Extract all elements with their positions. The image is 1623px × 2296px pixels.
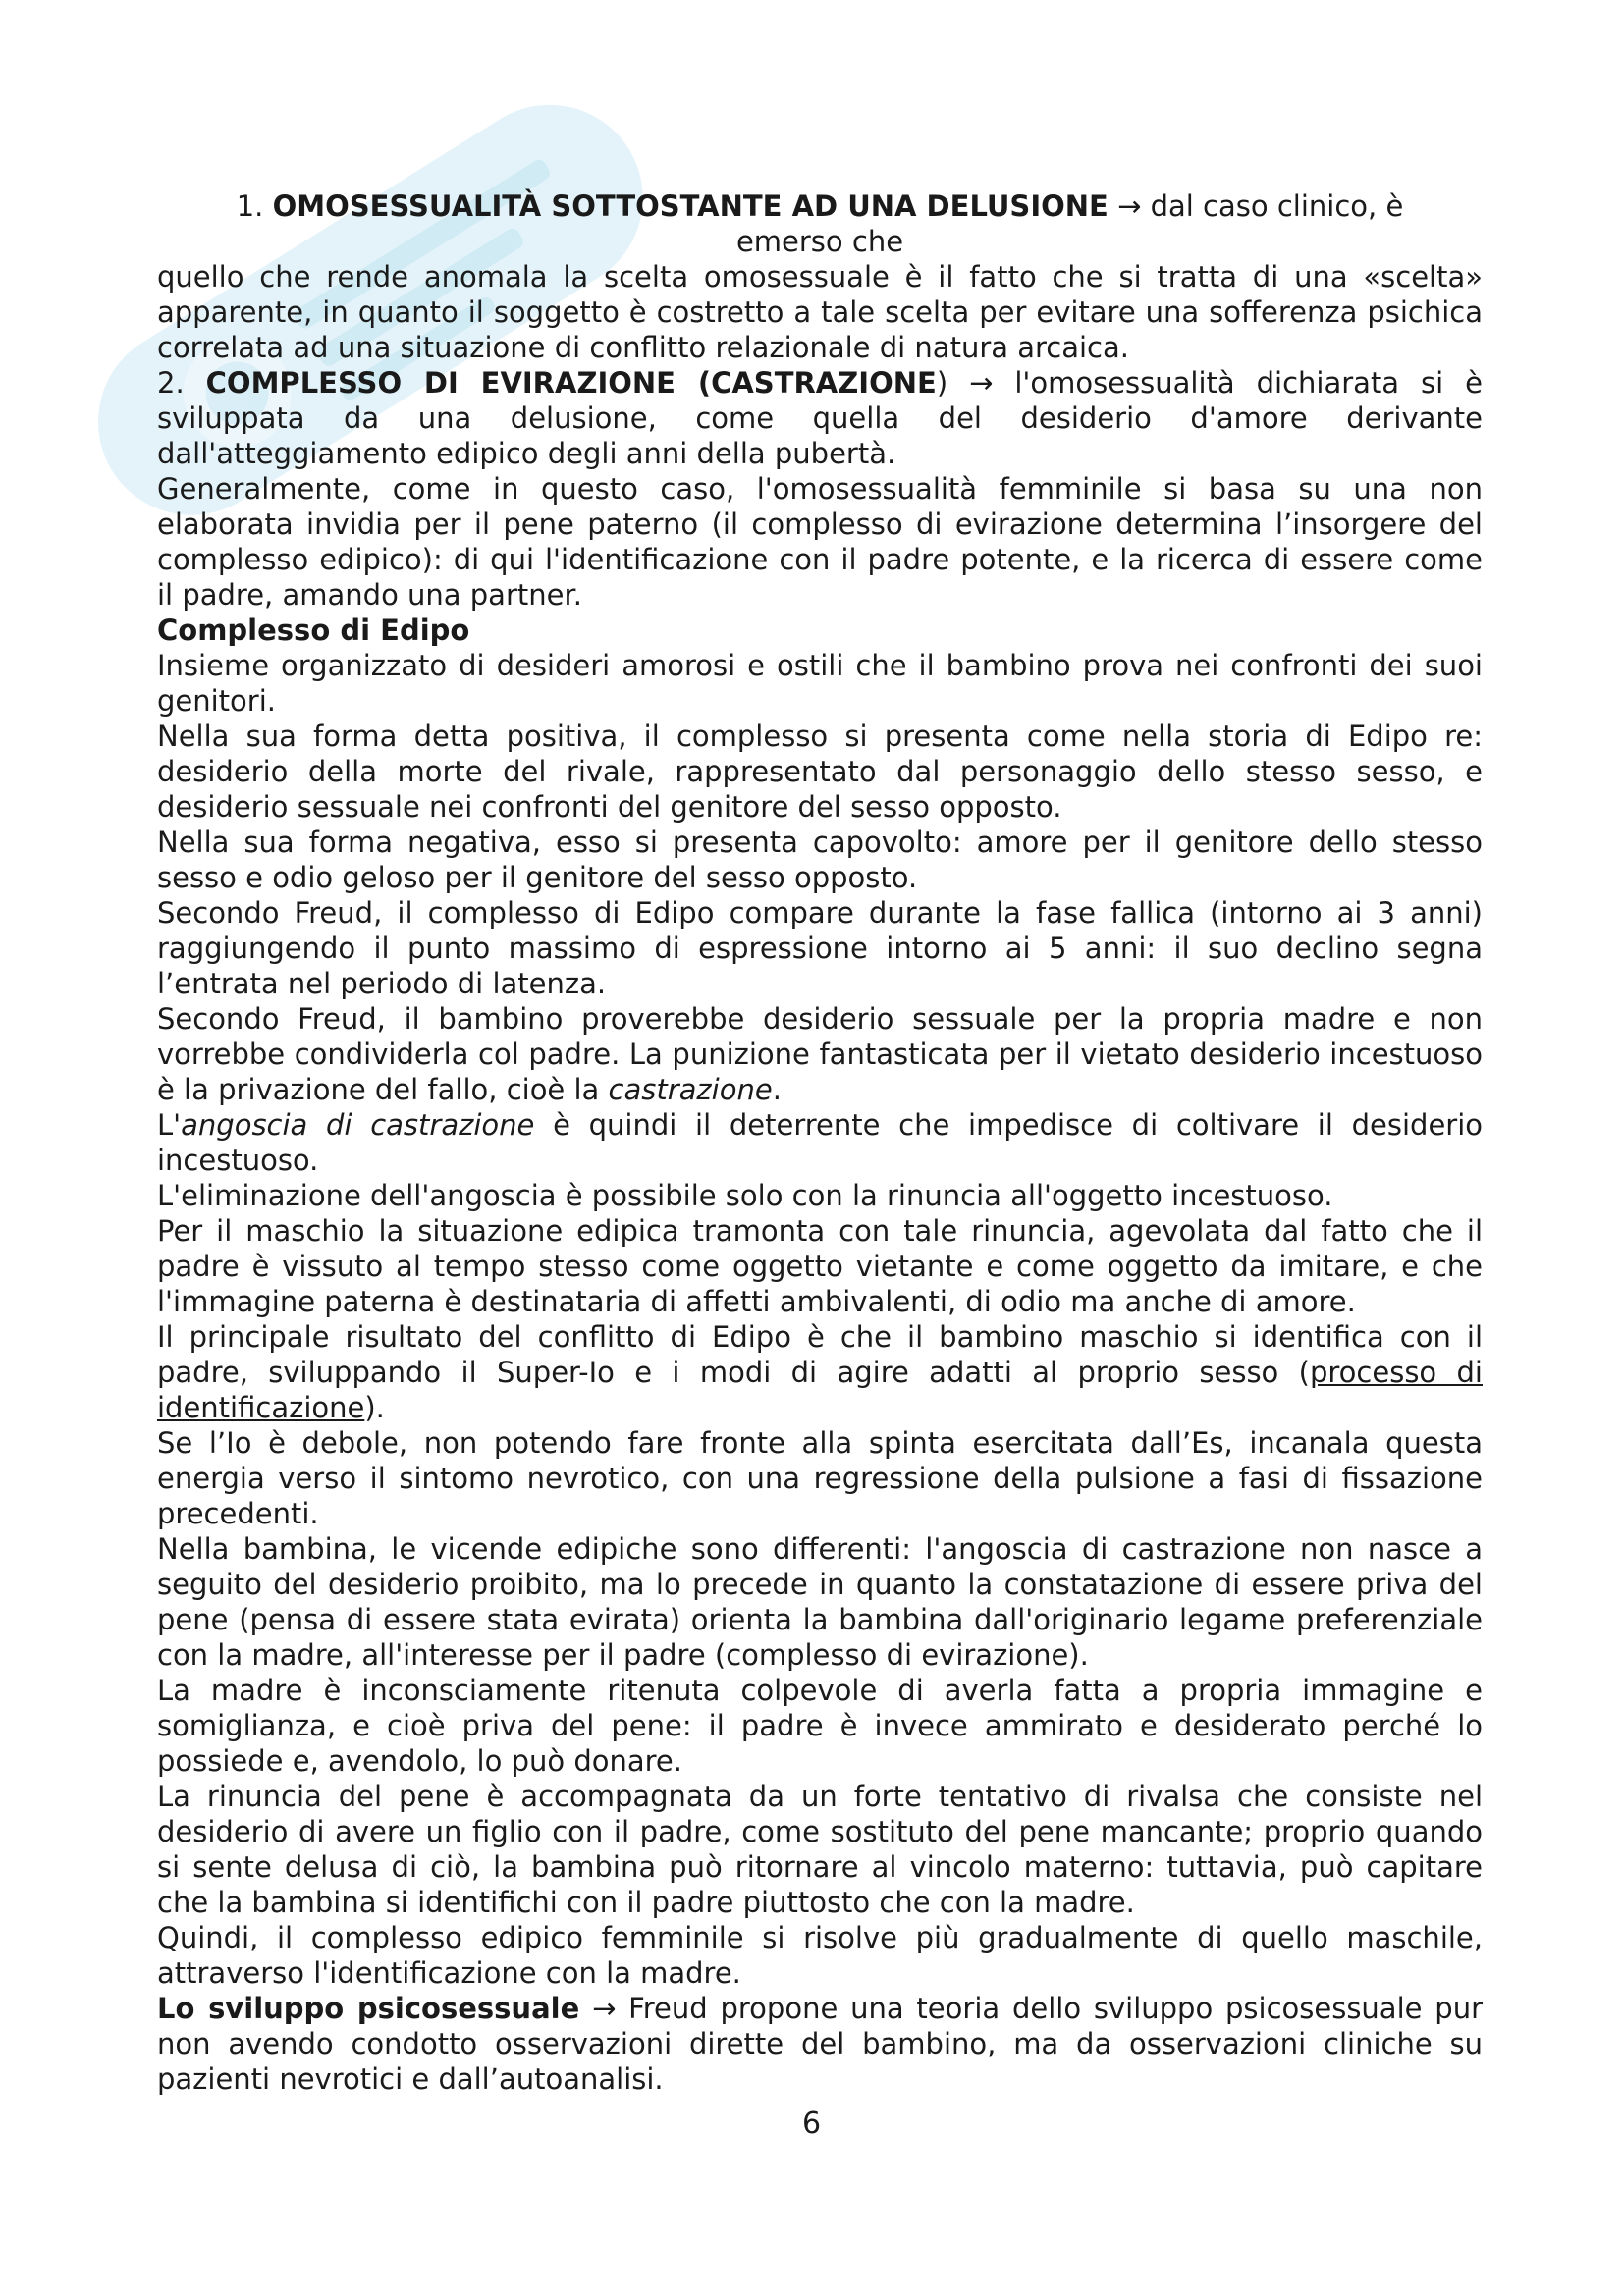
paragraph: L'angoscia di castrazione è quindi il deterrente che impedisce di coltivare il desiderio incestuoso. — [157, 1108, 1484, 1177]
paragraph: Generalmente, come in questo caso, l'omosessualità femminile si basa su una non elaborata invidia per il pene paterno (il complesso di evirazione determina l’insorgere del complesso edipico): di qui l'identificazione con il padre potente, e la ricerca di essere come il padre, amando una partner. — [157, 472, 1483, 612]
paragraph: Secondo Freud, il bambino proverebbe desiderio sessuale per la propria madre e non vorrebbe condividerla col padre. La punizione fantasticata per il vietato desiderio incestuoso è la privazione del fallo, cioè la castrazione. — [157, 1002, 1483, 1106]
list-item-1-heading: 1. OMOSESSUALITÀ SOTTOSTANTE AD UNA DELUSIONE → dal caso clinico, è emerso che — [236, 189, 1404, 258]
paragraph: Secondo Freud, il complesso di Edipo compare durante la fase fallica (intorno ai 3 anni) raggiungendo il punto massimo di espressione intorno ai 5 anni: il suo declino segna l’entrata nel periodo di latenza. — [157, 896, 1483, 1000]
paragraph: Per il maschio la situazione edipica tramonta con tale rinuncia, agevolata dal fatto che il padre è vissuto al tempo stesso come oggetto vietante e come oggetto da imitare, e che l'immagine paterna è destinataria di affetti ambivalenti, di odio ma anche di amore. — [157, 1214, 1483, 1318]
section-heading-edipo: Complesso di Edipo — [157, 614, 470, 647]
paragraph: Insieme organizzato di desideri amorosi e ostili che il bambino prova nei confronti dei suoi genitori. — [157, 649, 1483, 718]
paragraph: Quindi, il complesso edipico femminile si risolve più gradualmente di quello maschile, attraverso l'identificazione con la madre. — [157, 1921, 1483, 1990]
paragraph: Il principale risultato del conflitto di Edipo è che il bambino maschio si identifica con il padre, sviluppando il Super-Io e i modi di agire adatti al proprio sesso (processo di identificazione). — [157, 1320, 1483, 1424]
document-body — [157, 188, 1483, 2097]
list-item-2: 2. COMPLESSO DI EVIRAZIONE (CASTRAZIONE) → l'omosessualità dichiarata si è sviluppata da una delusione, come quella del desiderio d'amore derivante dall'atteggiamento edipico degli anni della pubertà. — [157, 366, 1483, 470]
paragraph: L'eliminazione dell'angoscia è possibile solo con la rinuncia all'oggetto incestuoso. — [157, 1179, 1333, 1212]
paragraph: Nella sua forma negativa, esso si presenta capovolto: amore per il genitore dello stesso sesso e odio geloso per il genitore del sesso opposto. — [157, 826, 1483, 894]
paragraph: La madre è inconsciamente ritenuta colpevole di averla fatta a propria immagine e somiglianza, e cioè priva del pene: il padre è invece ammirato e desiderato perché lo possiede e, avendolo, lo può donare. — [157, 1674, 1483, 1778]
list-item-1-text: quello che rende anomala la scelta omosessuale è il fatto che si tratta di una «scelta» apparente, in quanto il soggetto è costretto a tale scelta per evitare una sofferenza psichica correlata ad una situazione di conflitto relazionale di natura arcaica. — [157, 260, 1483, 364]
paragraph: Nella sua forma detta positiva, il complesso si presenta come nella storia di Edipo re: desiderio della morte del rivale, rappresentato dal personaggio dello stesso sesso, e desiderio sessuale nei confronti del genitore del sesso opposto. — [157, 720, 1483, 824]
underlined-term: processo di identificazione — [157, 1356, 1483, 1424]
page-number: 6 — [801, 2107, 822, 2141]
section-sviluppo: Lo sviluppo psicosessuale → Freud propone una teoria dello sviluppo psicosessuale pur non avendo condotto osservazioni dirette del bambino, ma da osservazioni cliniche su pazienti nevrotici e dall’autoanalisi. — [157, 1992, 1484, 2096]
paragraph: Se l’Io è debole, non potendo fare fronte alla spinta esercitata dall’Es, incanala questa energia verso il sintomo nevrotico, con una regressione della pulsione a fasi di fissazione precedenti. — [157, 1426, 1483, 1530]
paragraph: La rinuncia del pene è accompagnata da un forte tentativo di rivalsa che consiste nel desiderio di avere un figlio con il padre, come sostituto del pene mancante; proprio quando si sente delusa di ciò, la bambina può ritornare al vincolo materno: tuttavia, può capitare che la bambina si identifichi con il padre piuttosto che con la madre. — [157, 1780, 1483, 1919]
paragraph: Nella bambina, le vicende edipiche sono differenti: l'angoscia di castrazione non nasce a seguito del desiderio proibito, ma lo precede in quanto la constatazione di essere priva del pene (pensa di essere stata evirata) orienta la bambina dall'originario legame preferenziale con la madre, all'interesse per il padre (complesso di evirazione). — [157, 1532, 1483, 1672]
